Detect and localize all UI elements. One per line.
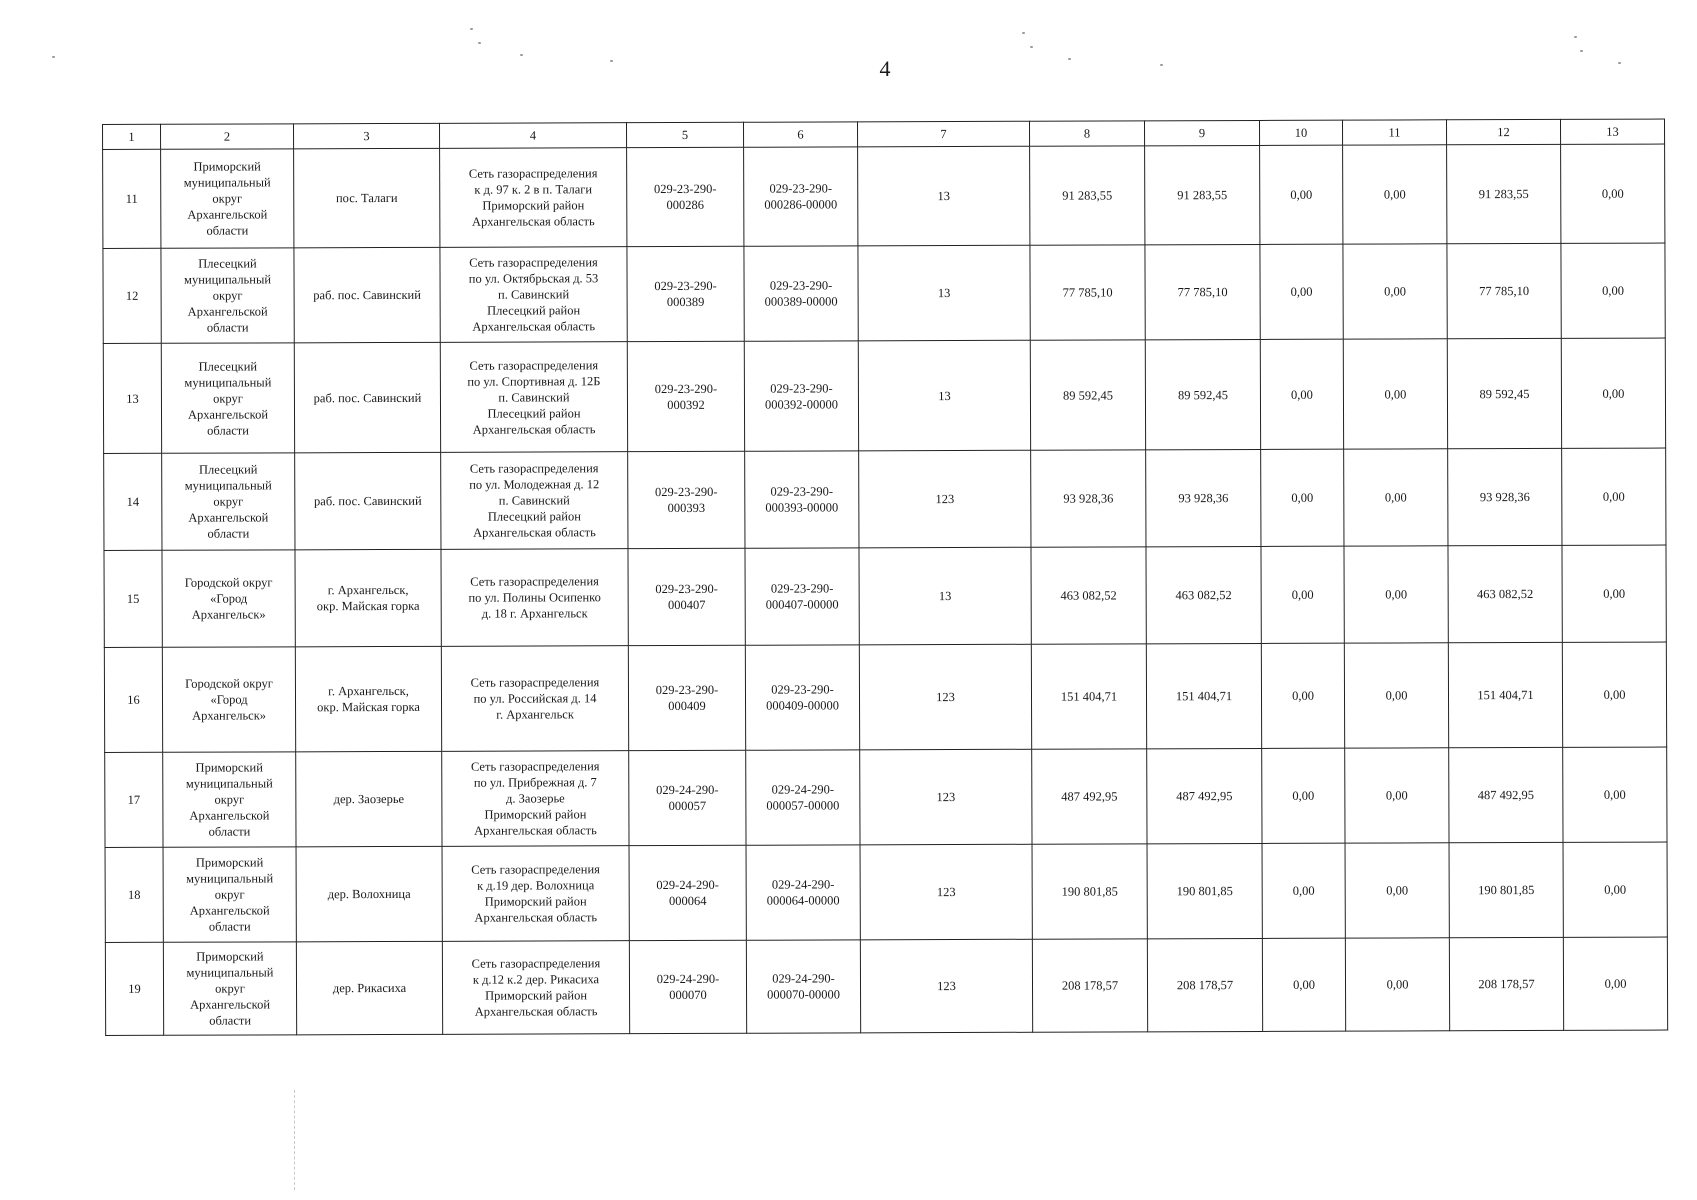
scan-speck <box>1022 32 1025 34</box>
table-cell-col-11: 0,00 <box>1343 244 1447 339</box>
scan-speck <box>52 56 55 58</box>
table-cell-col-5: 029-24-290- 000070 <box>629 940 746 1033</box>
table-cell-col-1: 17 <box>105 752 163 847</box>
table-cell-col-13: 0,00 <box>1561 144 1665 243</box>
table-row <box>105 842 1667 942</box>
table-cell-col-3: раб. пос. Савинский <box>295 452 441 550</box>
table-cell-col-9: 463 082,52 <box>1146 546 1261 643</box>
table-cell-col-10: 0,00 <box>1260 244 1343 339</box>
column-header-4: 4 <box>439 123 626 149</box>
table-cell-col-12: 93 928,36 <box>1448 448 1562 545</box>
table-cell-col-9: 89 592,45 <box>1145 339 1260 449</box>
table-cell-col-7: 13 <box>858 245 1030 341</box>
table-cell-col-2: Приморский муниципальный округ Архангельской области <box>163 942 296 1035</box>
table-cell-col-8: 89 592,45 <box>1030 340 1145 450</box>
table-cell-col-11: 0,00 <box>1345 748 1449 843</box>
table-cell-col-6: 029-24-290- 000070-00000 <box>746 940 860 1033</box>
table-cell-col-3: г. Архангельск, окр. Майская горка <box>295 646 441 752</box>
table-cell-col-6: 029-23-290- 000389-00000 <box>744 246 858 341</box>
table-cell-col-4: Сеть газораспределения по ул. Молодежная д. 12 п. Савинский Плесецкий район Архангельская область <box>441 452 628 550</box>
table-cell-col-2: Плесецкий муниципальный округ Архангельской области <box>162 453 295 550</box>
table-cell-col-12: 151 404,71 <box>1448 642 1562 747</box>
table-row <box>104 642 1666 752</box>
table-cell-col-12: 487 492,95 <box>1449 747 1563 842</box>
table-cell-col-4: Сеть газораспределения по ул. Прибрежная д. 7 д. Заозерье Приморский район Архангельская область <box>442 751 629 847</box>
table-cell-col-13: 0,00 <box>1562 545 1666 642</box>
table-cell-col-11: 0,00 <box>1344 449 1448 546</box>
table-cell-col-5: 029-24-290- 000064 <box>629 845 746 940</box>
table-cell-col-13: 0,00 <box>1563 937 1667 1030</box>
column-header-7: 7 <box>857 121 1029 147</box>
data-table <box>102 119 1668 1036</box>
table-cell-col-11: 0,00 <box>1345 938 1449 1031</box>
column-header-13: 13 <box>1560 119 1664 144</box>
table-cell-col-1: 18 <box>105 847 163 942</box>
scan-speck <box>478 42 481 44</box>
table-cell-col-1: 15 <box>104 550 162 647</box>
table-cell-col-6: 029-24-290- 000064-00000 <box>746 845 860 940</box>
table-cell-col-2: Приморский муниципальный округ Архангельской области <box>161 149 294 248</box>
table-cell-col-5: 029-23-290- 000392 <box>627 341 744 451</box>
table-cell-col-1: 12 <box>103 248 161 343</box>
table-row <box>104 545 1666 647</box>
table-cell-col-2: Приморский муниципальный округ Архангельской области <box>163 847 296 942</box>
table-cell-col-4: Сеть газораспределения к д.12 к.2 дер. Рикасиха Приморский район Архангельская область <box>442 941 629 1035</box>
table-cell-col-5: 029-23-290- 000286 <box>627 147 744 246</box>
table-cell-col-5: 029-23-290- 000409 <box>628 645 745 750</box>
table-cell-col-10: 0,00 <box>1260 339 1343 449</box>
table-row <box>103 144 1665 248</box>
table-cell-col-13: 0,00 <box>1563 842 1667 937</box>
table-row <box>104 448 1666 550</box>
table-cell-col-10: 0,00 <box>1262 843 1345 938</box>
table-cell-col-3: г. Архангельск, окр. Майская горка <box>295 549 441 647</box>
table-cell-col-4: Сеть газораспределения по ул. Полины Осипенко д. 18 г. Архангельск <box>441 549 628 647</box>
table-cell-col-10: 0,00 <box>1262 938 1345 1031</box>
table-cell-col-10: 0,00 <box>1261 546 1344 643</box>
table-cell-col-6: 029-23-290- 000286-00000 <box>744 147 858 246</box>
table-cell-col-5: 029-23-290- 000389 <box>627 246 744 341</box>
table-cell-col-10: 0,00 <box>1262 748 1345 843</box>
table-cell-col-12: 463 082,52 <box>1448 545 1562 642</box>
table-cell-col-3: раб. пос. Савинский <box>294 342 440 453</box>
table-cell-col-13: 0,00 <box>1562 448 1666 545</box>
table-cell-col-4: Сеть газораспределения к д.19 дер. Волохница Приморский район Архангельская область <box>442 846 629 942</box>
table-cell-col-3: дер. Волохница <box>296 846 442 942</box>
table-cell-col-8: 151 404,71 <box>1031 644 1146 749</box>
table-cell-col-5: 029-24-290- 000057 <box>629 750 746 845</box>
scan-speck <box>520 54 523 56</box>
table-cell-col-9: 77 785,10 <box>1145 244 1260 339</box>
table-cell-col-4: Сеть газораспределения по ул. Российская д. 14 г. Архангельск <box>441 646 628 752</box>
table-cell-col-13: 0,00 <box>1561 338 1665 448</box>
scan-speck <box>1574 36 1577 38</box>
table-cell-col-8: 487 492,95 <box>1032 749 1147 844</box>
column-header-12: 12 <box>1446 119 1560 144</box>
table-cell-col-7: 13 <box>858 340 1030 451</box>
table-row <box>105 747 1667 847</box>
table-cell-col-11: 0,00 <box>1343 339 1447 449</box>
table-cell-col-8: 190 801,85 <box>1032 844 1147 939</box>
table-cell-col-6: 029-23-290- 000393-00000 <box>745 451 859 548</box>
column-header-3: 3 <box>294 123 440 149</box>
table-cell-col-12: 208 178,57 <box>1449 937 1563 1030</box>
column-header-5: 5 <box>626 122 743 147</box>
table-cell-col-8: 463 082,52 <box>1031 547 1146 644</box>
column-header-9: 9 <box>1144 120 1259 145</box>
table-cell-col-7: 13 <box>858 146 1030 246</box>
scan-speck <box>1160 64 1163 66</box>
scan-speck <box>1068 58 1071 60</box>
table-cell-col-8: 91 283,55 <box>1030 146 1145 245</box>
table-cell-col-6: 029-23-290- 000392-00000 <box>744 341 858 451</box>
column-header-8: 8 <box>1029 121 1144 146</box>
table-cell-col-6: 029-23-290- 000409-00000 <box>745 645 859 750</box>
table-cell-col-6: 029-23-290- 000407-00000 <box>745 548 859 645</box>
table-cell-col-8: 93 928,36 <box>1031 450 1146 547</box>
table-cell-col-7: 123 <box>859 450 1031 548</box>
column-header-6: 6 <box>743 122 857 147</box>
table-cell-col-9: 487 492,95 <box>1147 748 1262 843</box>
table-cell-col-8: 77 785,10 <box>1030 245 1145 340</box>
scan-speck <box>1030 46 1033 48</box>
column-header-2: 2 <box>161 124 294 149</box>
table-cell-col-4: Сеть газораспределения к д. 97 к. 2 в п. Талаги Приморский район Архангельская область <box>440 148 627 248</box>
table-row <box>103 243 1665 343</box>
table-cell-col-6: 029-24-290- 000057-00000 <box>746 750 860 845</box>
table-cell-col-4: Сеть газораспределения по ул. Спортивная д. 12Б п. Савинский Плесецкий район Архангельская область <box>440 342 627 453</box>
column-header-10: 10 <box>1259 120 1342 145</box>
scan-speck <box>1580 50 1583 52</box>
scan-artifact-line <box>294 1090 295 1190</box>
table-cell-col-2: Плесецкий муниципальный округ Архангельской области <box>161 248 294 343</box>
table-cell-col-11: 0,00 <box>1344 546 1448 643</box>
scan-speck <box>1618 62 1621 64</box>
table-cell-col-3: пос. Талаги <box>294 148 440 248</box>
column-header-1: 1 <box>103 124 161 149</box>
table-cell-col-11: 0,00 <box>1343 145 1447 244</box>
table-cell-col-10: 0,00 <box>1261 449 1344 546</box>
table-cell-col-12: 77 785,10 <box>1447 243 1561 338</box>
table-cell-col-1: 16 <box>104 647 162 752</box>
table-cell-col-3: дер. Заозерье <box>296 751 442 847</box>
table-cell-col-9: 91 283,55 <box>1145 145 1260 244</box>
table-row <box>103 338 1665 453</box>
table-cell-col-12: 91 283,55 <box>1447 144 1561 243</box>
table-cell-col-2: Городской округ «Город Архангельск» <box>162 647 295 752</box>
table-cell-col-1: 19 <box>105 942 163 1035</box>
table-row <box>105 937 1667 1035</box>
table-cell-col-12: 89 592,45 <box>1447 338 1561 448</box>
table-cell-col-13: 0,00 <box>1562 642 1666 747</box>
table-cell-col-1: 13 <box>103 343 161 453</box>
table-cell-col-12: 190 801,85 <box>1449 842 1563 937</box>
table-cell-col-7: 123 <box>860 844 1032 940</box>
table-cell-col-11: 0,00 <box>1344 643 1448 748</box>
table-cell-col-5: 029-23-290- 000407 <box>628 548 745 645</box>
table-cell-col-5: 029-23-290- 000393 <box>628 451 745 548</box>
table-cell-col-9: 208 178,57 <box>1147 938 1262 1031</box>
table-cell-col-1: 14 <box>104 453 162 550</box>
scan-speck <box>470 28 473 30</box>
table-cell-col-7: 123 <box>860 939 1032 1033</box>
table-cell-col-1: 11 <box>103 149 161 248</box>
table-cell-col-7: 123 <box>859 644 1031 750</box>
table-cell-col-13: 0,00 <box>1563 747 1667 842</box>
table-cell-col-2: Плесецкий муниципальный округ Архангельской области <box>161 343 294 453</box>
table-cell-col-11: 0,00 <box>1345 843 1449 938</box>
table-cell-col-4: Сеть газораспределения по ул. Октябрьская д. 53 п. Савинский Плесецкий район Архангельская область <box>440 247 627 343</box>
table-cell-col-10: 0,00 <box>1260 145 1343 244</box>
table-cell-col-9: 190 801,85 <box>1147 843 1262 938</box>
column-header-11: 11 <box>1342 120 1446 145</box>
table-cell-col-8: 208 178,57 <box>1032 939 1147 1032</box>
table-body <box>103 144 1668 1035</box>
scan-speck <box>610 60 613 62</box>
table-cell-col-2: Городской округ «Город Архангельск» <box>162 550 295 647</box>
table-cell-col-7: 123 <box>860 749 1032 845</box>
page-number: 4 <box>879 56 891 81</box>
table-cell-col-3: дер. Рикасиха <box>296 941 442 1035</box>
table-cell-col-3: раб. пос. Савинский <box>294 247 440 343</box>
table-cell-col-2: Приморский муниципальный округ Архангельской области <box>163 752 296 847</box>
table-cell-col-10: 0,00 <box>1261 643 1344 748</box>
table-cell-col-9: 93 928,36 <box>1146 449 1261 546</box>
table-cell-col-13: 0,00 <box>1561 243 1665 338</box>
table-cell-col-9: 151 404,71 <box>1146 643 1261 748</box>
table-cell-col-7: 13 <box>859 547 1031 645</box>
